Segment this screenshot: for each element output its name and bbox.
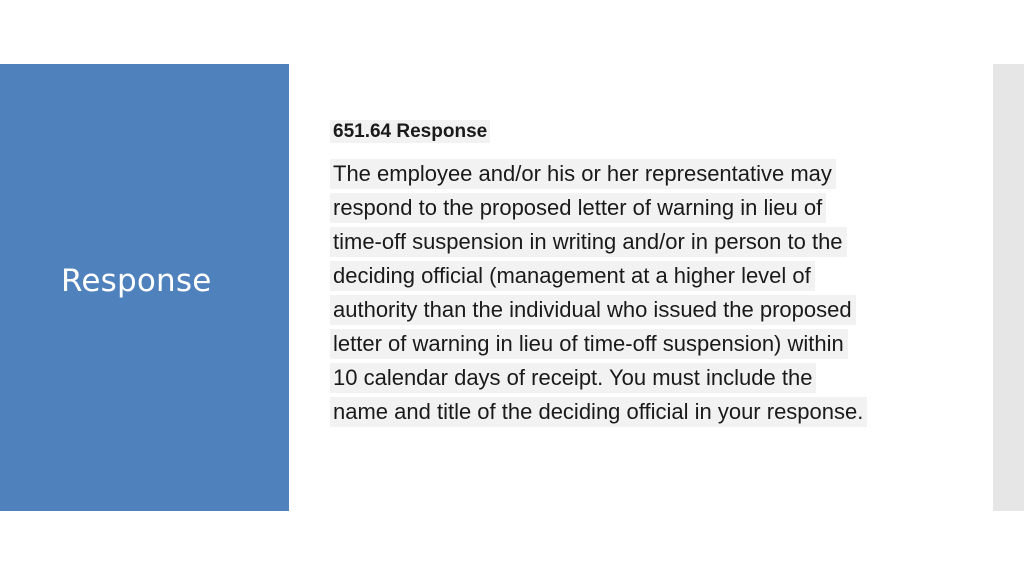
right-accent-strip — [993, 64, 1024, 511]
paragraph-line — [330, 293, 970, 327]
section-heading — [330, 119, 970, 145]
paragraph-line-text: 10 calendar days of receipt. You must include the — [330, 363, 816, 393]
paragraph-line-text: The employee and/or his or her representative may — [330, 159, 836, 189]
paragraph-line-text: respond to the proposed letter of warning in lieu of — [330, 193, 826, 223]
paragraph-line — [330, 191, 970, 225]
paragraph-line-text: letter of warning in lieu of time-off suspension) within — [330, 329, 848, 359]
paragraph-line-text: deciding official (management at a higher level of — [330, 261, 815, 291]
paragraph-line — [330, 259, 970, 293]
paragraph-line — [330, 395, 970, 429]
paragraph-line — [330, 361, 970, 395]
paragraph-line-text: authority than the individual who issued the proposed — [330, 295, 856, 325]
slide-title: Response — [61, 263, 212, 299]
paragraph-line — [330, 225, 970, 259]
content-area — [330, 119, 970, 429]
section-heading-text: 651.64 Response — [330, 120, 490, 143]
paragraph-line-text: time-off suspension in writing and/or in person to the — [330, 227, 847, 257]
paragraph-line-text: name and title of the deciding official in your response. — [330, 397, 867, 427]
paragraph-line — [330, 327, 970, 361]
body-paragraph — [330, 157, 970, 429]
paragraph-line — [330, 157, 970, 191]
